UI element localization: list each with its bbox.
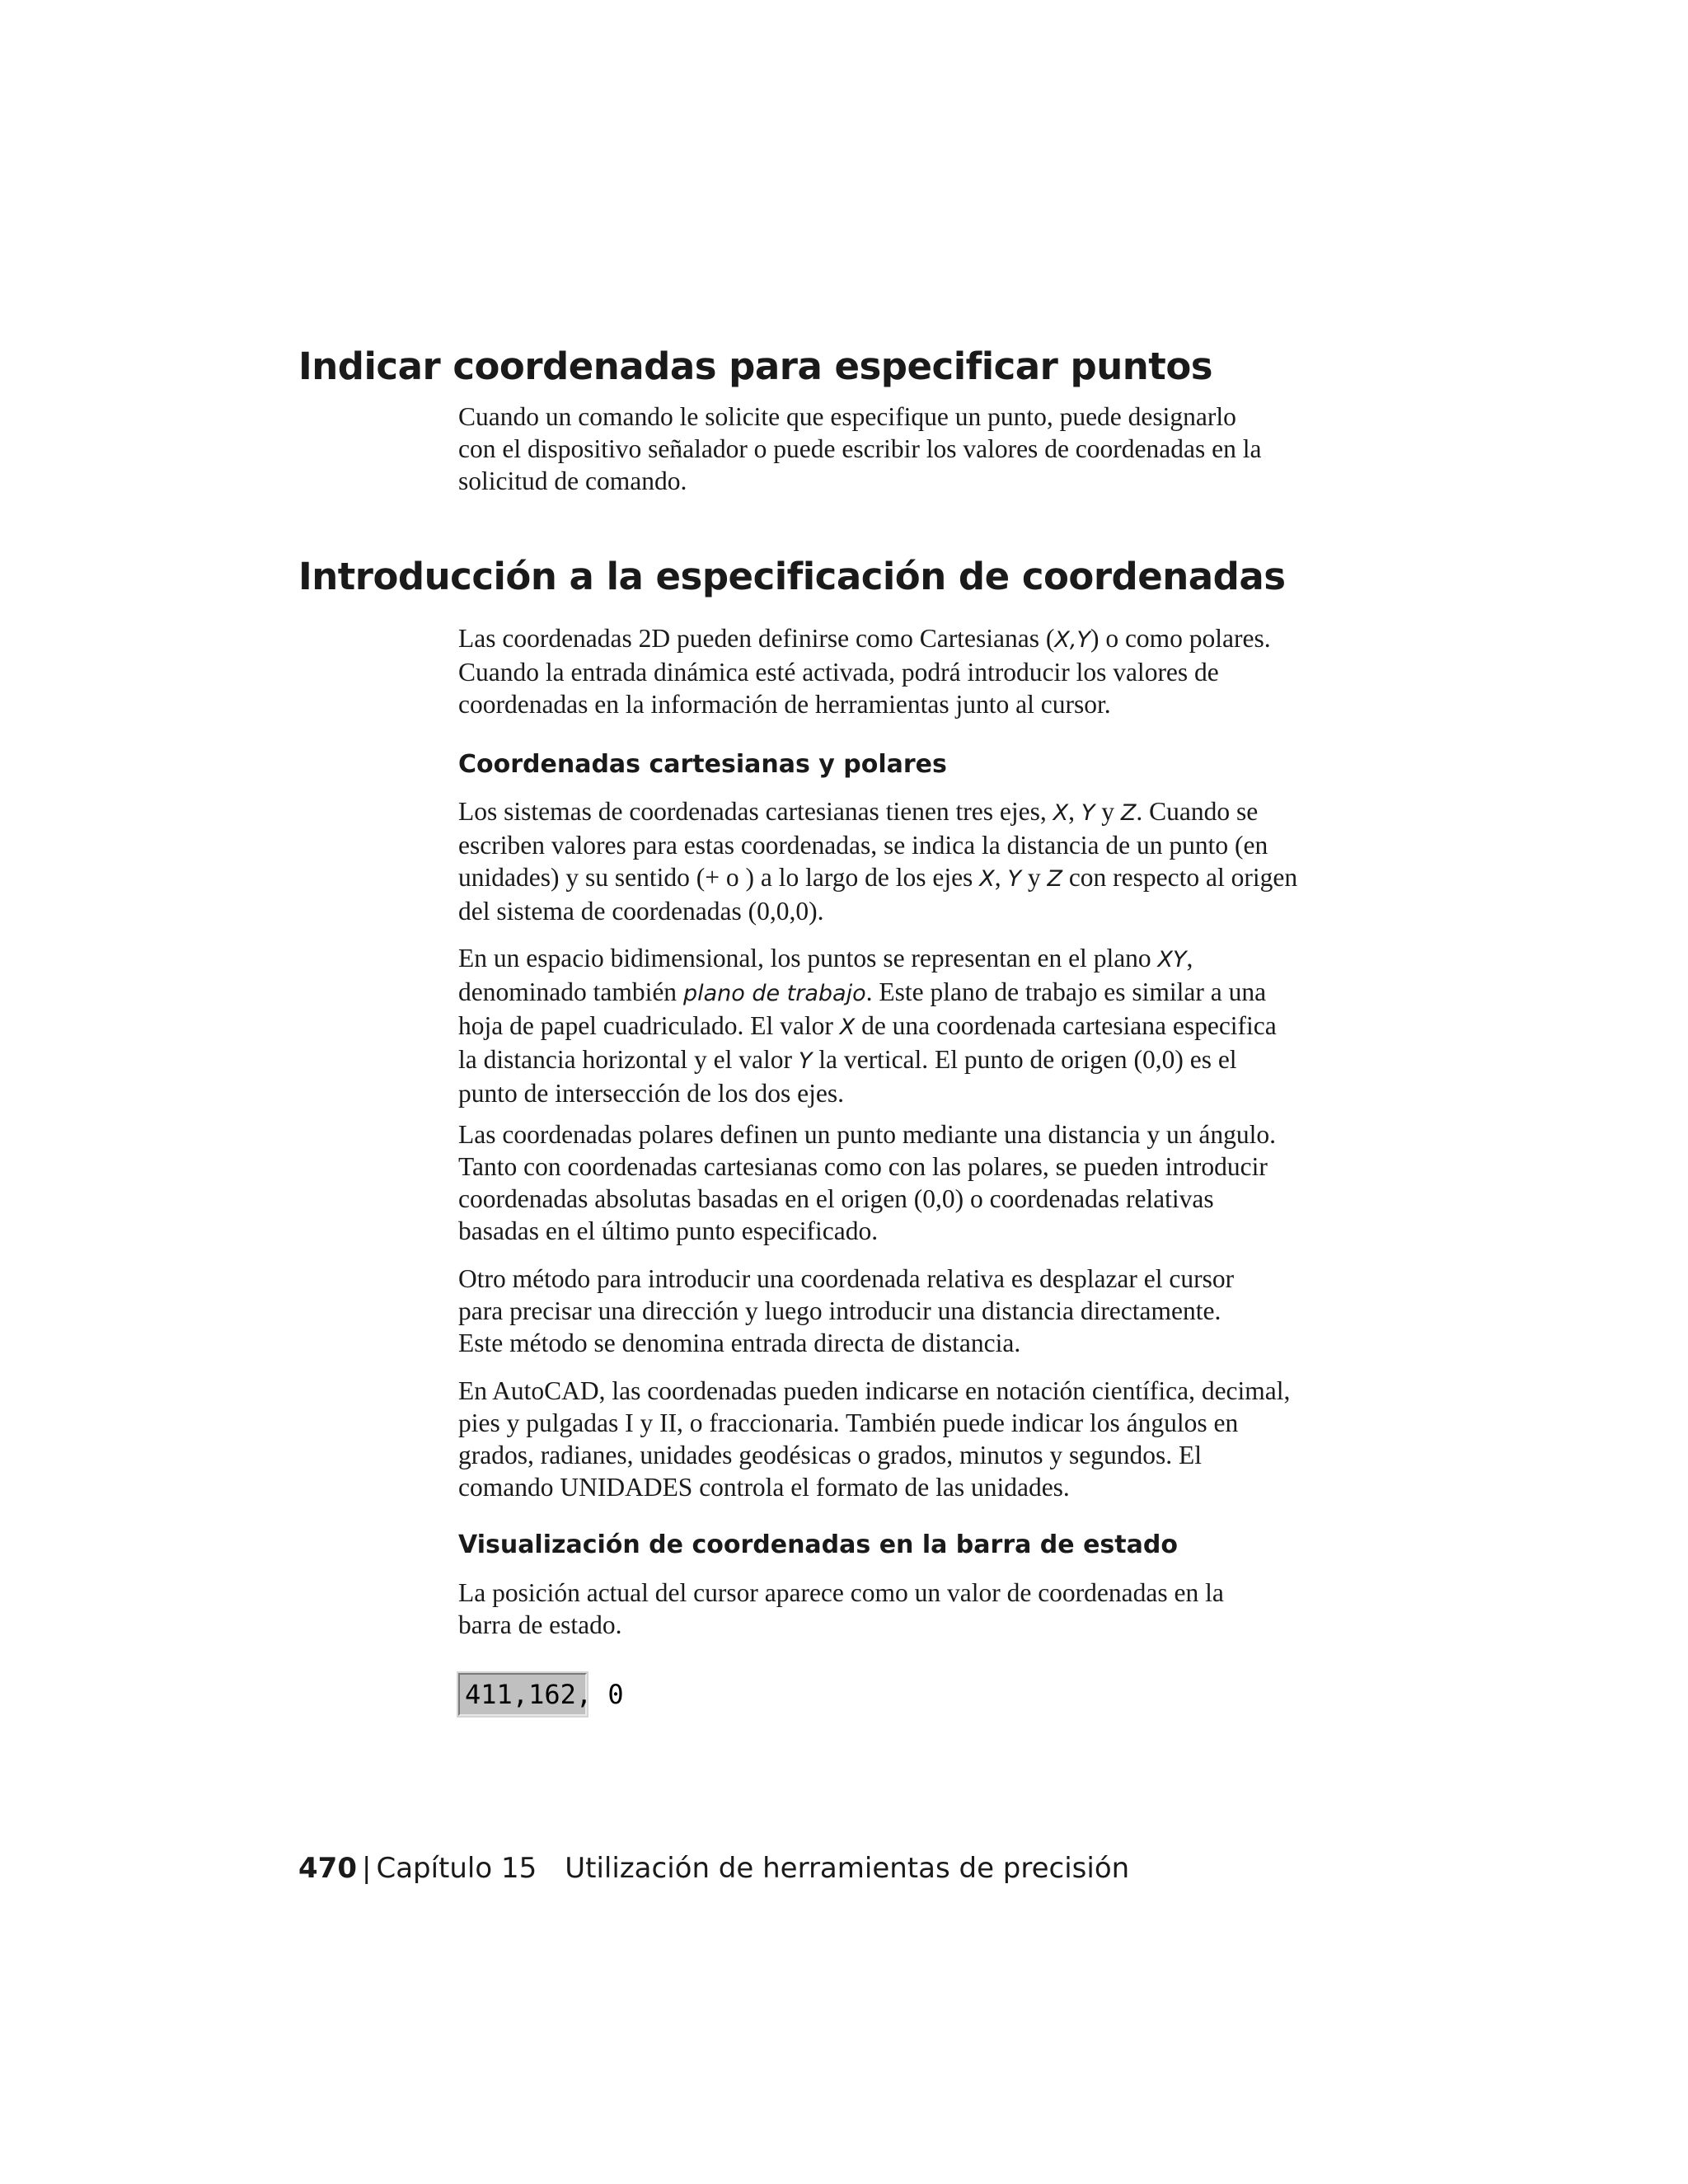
text-line: escriben valores para estas coordenadas, se indica la distancia de un punto (en — [458, 831, 1268, 860]
text-line: basadas en el último punto especificado. — [458, 1216, 879, 1245]
intro-paragraph — [458, 401, 1365, 497]
two-d-paragraph — [458, 942, 1365, 1109]
text-line: Tanto con coordenadas cartesianas como con las polares, se pueden introducir — [458, 1152, 1268, 1181]
autocad-units-paragraph — [458, 1375, 1365, 1503]
relative-coordinate-paragraph — [458, 1263, 1365, 1359]
section-intro-paragraph — [458, 622, 1365, 720]
text-line: coordenadas en la información de herramientas junto al cursor. — [458, 690, 1111, 719]
text-line: pies y pulgadas I y II, o fraccionaria. También puede indicar los ángulos en — [458, 1408, 1239, 1437]
chapter-title: Utilización de herramientas de precisión — [565, 1852, 1130, 1885]
text-line: Otro método para introducir una coordenada relativa es desplazar el cursor — [458, 1264, 1235, 1293]
text-line: la distancia horizontal y el valor Y la vertical. El punto de origen (0,0) es el — [458, 1045, 1237, 1074]
polar-paragraph — [458, 1118, 1365, 1247]
footer-separator: | — [361, 1852, 372, 1885]
xy-term: X,Y — [1054, 627, 1090, 653]
text-line: Este método se denomina entrada directa de distancia. — [458, 1329, 1021, 1357]
text-line: solicitud de comando. — [458, 466, 687, 495]
text-line: Cuando un comando le solicite que especifique un punto, puede designarlo — [458, 402, 1236, 431]
page-number: 470 — [298, 1852, 357, 1885]
text-line: Los sistemas de coordenadas cartesianas tienen tres ejes, X, Y y Z. Cuando se — [458, 797, 1259, 826]
text-line: del sistema de coordenadas (0,0,0). — [458, 897, 824, 926]
subheading-status-bar: Visualización de coordenadas en la barra de estado — [458, 1530, 1178, 1559]
text-line: En un espacio bidimensional, los puntos se representan en el plano XY, — [458, 944, 1193, 972]
text-line: unidades) y su sentido (+ o ) a lo largo de los ejes X, Y y Z con respecto al origen — [458, 863, 1298, 892]
coordinate-display: 411,162, 0 — [458, 1673, 587, 1716]
text-line: punto de intersección de los dos ejes. — [458, 1079, 845, 1108]
text-line: barra de estado. — [458, 1610, 622, 1639]
subheading-cartesian-polar: Coordenadas cartesianas y polares — [458, 750, 947, 779]
cartesian-paragraph — [458, 795, 1365, 927]
text-line: comando UNIDADES controla el formato de las unidades. — [458, 1473, 1070, 1502]
status-bar-paragraph — [458, 1577, 1365, 1641]
text-line: grados, radianes, unidades geodésicas o grados, minutos y segundos. El — [458, 1441, 1202, 1469]
text-line: Cuando la entrada dinámica esté activada, podrá introducir los valores de — [458, 658, 1219, 687]
text-line: La posición actual del cursor aparece como un valor de coordenadas en la — [458, 1578, 1224, 1607]
text-line: Las coordenadas polares definen un punto mediante una distancia y un ángulo. — [458, 1120, 1276, 1149]
text-line: con el dispositivo señalador o puede escribir los valores de coordenadas en la — [458, 434, 1262, 463]
text-line: Las coordenadas 2D pueden definirse como Cartesianas (X,Y) o como polares. — [458, 624, 1271, 653]
text-line: denominado también plano de trabajo. Este plano de trabajo es similar a una — [458, 977, 1267, 1006]
text-line: coordenadas absolutas basadas en el origen (0,0) o coordenadas relativas — [458, 1184, 1214, 1213]
text-line: hoja de papel cuadriculado. El valor X de una coordenada cartesiana especifica — [458, 1011, 1277, 1040]
page-footer — [298, 1852, 1130, 1885]
text-line: En AutoCAD, las coordenadas pueden indicarse en notación científica, decimal, — [458, 1376, 1291, 1405]
text-line: para precisar una dirección y luego introducir una distancia directamente. — [458, 1296, 1221, 1325]
page-title: Indicar coordenadas para especificar puntos — [298, 344, 1213, 388]
section-heading: Introducción a la especificación de coordenadas — [298, 555, 1286, 598]
chapter-label: Capítulo 15 — [376, 1852, 537, 1885]
